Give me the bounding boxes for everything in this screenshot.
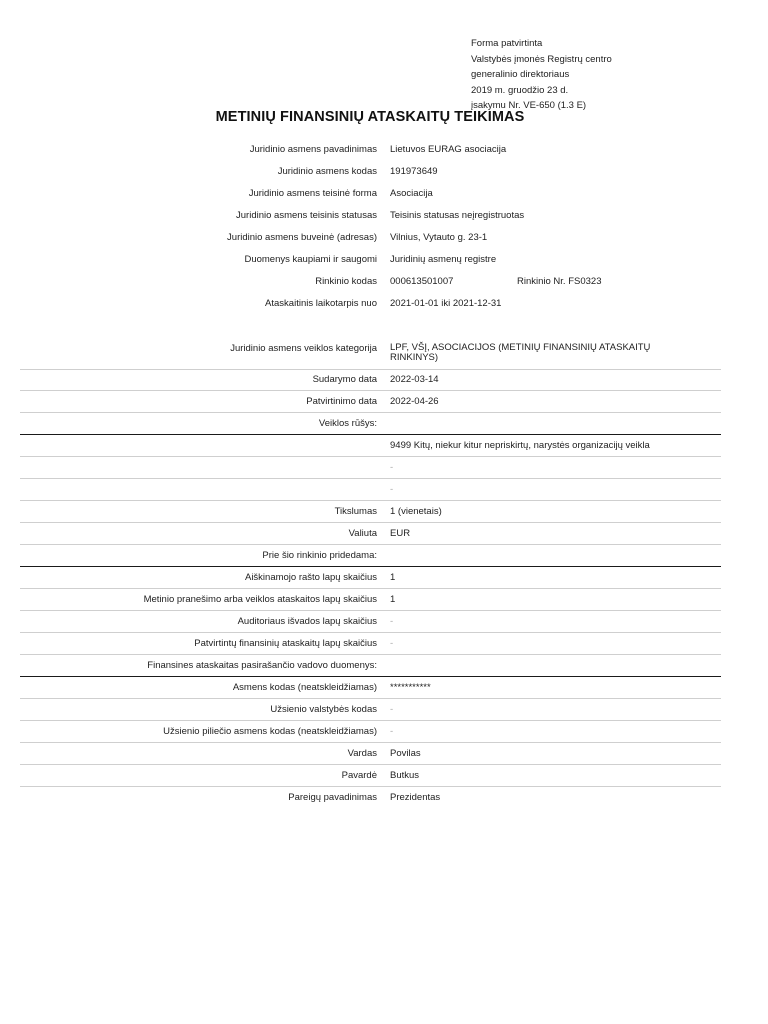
field-label: Užsienio valstybės kodas	[270, 704, 377, 715]
field-label: Rinkinio kodas	[315, 276, 377, 287]
activity-types-header-row	[20, 413, 721, 435]
entity-code-value: 191973649	[390, 166, 438, 177]
activity-category-line: LPF, VŠĮ, ASOCIACIJOS (METINIŲ FINANSINIŲ ATASKAITŲ	[390, 342, 651, 353]
field-label: Užsienio piliečio asmens kodas (neatskleidžiamas)	[163, 726, 377, 737]
field-label: Patvirtinimo data	[306, 396, 377, 407]
entity-code-row	[20, 161, 721, 182]
activity-type-row	[20, 457, 721, 479]
explanatory-pages-value: 1	[390, 572, 396, 583]
foreign-state-value: -	[390, 704, 394, 715]
foreign-code-value: -	[390, 726, 394, 737]
activity-type-row	[20, 435, 721, 457]
field-label: Sudarymo data	[312, 374, 377, 385]
approval-note	[471, 36, 612, 114]
set-code-row	[20, 271, 721, 292]
entity-register-value: Juridinių asmenų registre	[390, 254, 497, 265]
field-label: Juridinio asmens pavadinimas	[249, 144, 377, 155]
annual-report-pages-row	[20, 589, 721, 611]
field-label: Metinio pranešimo arba veiklos ataskaitos lapų skaičius	[143, 594, 377, 605]
auditor-pages-value: -	[390, 616, 394, 627]
field-label: Pareigų pavadinimas	[288, 792, 377, 803]
drafted-date-row	[20, 369, 721, 391]
entity-address-row	[20, 227, 721, 248]
foreign-code-row	[20, 721, 721, 743]
field-label: Juridinio asmens teisinė forma	[248, 188, 377, 199]
set-code-value: 000613501007	[390, 276, 454, 287]
foreign-state-row	[20, 699, 721, 721]
annual-report-pages-value: 1	[390, 594, 396, 605]
field-label: Juridinio asmens kodas	[277, 166, 377, 177]
currency-row	[20, 523, 721, 545]
entity-name-row	[20, 139, 721, 160]
entity-status-value: Teisinis statusas neįregistruotas	[390, 210, 525, 221]
field-label: Pavardė	[341, 770, 377, 781]
personal-code-value: ***********	[390, 682, 431, 693]
approval-note-line: Valstybės įmonės Registrų centro	[471, 53, 612, 65]
section-label: Finansines ataskaitas pasirašančio vadovo duomenys:	[147, 660, 377, 671]
entity-register-row	[20, 249, 721, 270]
period-row	[20, 293, 721, 314]
set-number-value: Rinkinio Nr. FS0323	[517, 276, 602, 287]
approved-fs-pages-row	[20, 633, 721, 655]
drafted-date-value: 2022-03-14	[390, 374, 439, 385]
precision-row	[20, 501, 721, 523]
activity-type-value: -	[390, 484, 394, 495]
auditor-pages-row	[20, 611, 721, 633]
page-title: METINIŲ FINANSINIŲ ATASKAITŲ TEIKIMAS	[215, 109, 525, 125]
position-row	[20, 787, 721, 808]
field-label: Tikslumas	[334, 506, 377, 517]
attachments-header-row	[20, 545, 721, 567]
entity-name-value: Lietuvos EURAG asociacija	[390, 144, 507, 155]
field-label: Juridinio asmens buveinė (adresas)	[227, 232, 377, 243]
field-label: Valiuta	[348, 528, 377, 539]
activity-type-row	[20, 479, 721, 501]
field-label: Vardas	[347, 748, 377, 759]
section-label: Veiklos rūšys:	[318, 418, 377, 429]
field-label: Duomenys kaupiami ir saugomi	[244, 254, 377, 265]
approval-note-line: 2019 m. gruodžio 23 d.	[471, 84, 569, 96]
period-value: 2021-01-01 iki 2021-12-31	[390, 298, 502, 309]
activity-category-line: RINKINYS)	[390, 352, 439, 363]
entity-form-value: Asociacija	[390, 188, 433, 199]
approved-fs-pages-value: -	[390, 638, 394, 649]
entity-address-value: Vilnius, Vytauto g. 23-1	[390, 232, 488, 243]
approval-note-line: Forma patvirtinta	[471, 38, 543, 49]
field-label: Auditoriaus išvados lapų skaičius	[237, 616, 377, 627]
field-label: Juridinio asmens veiklos kategorija	[230, 343, 377, 354]
approved-date-row	[20, 391, 721, 413]
position-value: Prezidentas	[390, 792, 441, 803]
entity-form-row	[20, 183, 721, 204]
activity-type-value: 9499 Kitų, niekur kitur nepriskirtų, narystės organizacijų veikla	[390, 440, 650, 451]
first-name-value: Povilas	[390, 748, 421, 759]
first-name-row	[20, 743, 721, 765]
explanatory-pages-row	[20, 567, 721, 589]
approval-note-line: generalinio direktoriaus	[471, 69, 570, 80]
activity-type-value: -	[390, 462, 394, 473]
approved-date-value: 2022-04-26	[390, 396, 439, 407]
personal-code-row	[20, 677, 721, 699]
currency-value: EUR	[390, 528, 411, 539]
field-label: Aiškinamojo rašto lapų skaičius	[244, 572, 377, 583]
last-name-row	[20, 765, 721, 787]
last-name-value: Butkus	[390, 770, 420, 781]
field-label: Asmens kodas (neatskleidžiamas)	[232, 682, 377, 693]
signatory-header-row	[20, 655, 721, 677]
section-label: Prie šio rinkinio pridedama:	[262, 550, 377, 561]
field-label: Juridinio asmens teisinis statusas	[236, 210, 377, 221]
activity-category-row	[20, 341, 721, 370]
field-label: Patvirtintų finansinių ataskaitų lapų skaičius	[194, 638, 377, 649]
entity-status-row	[20, 205, 721, 226]
field-label: Ataskaitinis laikotarpis nuo	[265, 298, 377, 309]
activity-category-value	[390, 343, 650, 363]
approval-note-line: įsakymu Nr. VE-650 (1.3 E)	[471, 100, 587, 111]
precision-value: 1 (vienetais)	[390, 506, 442, 517]
